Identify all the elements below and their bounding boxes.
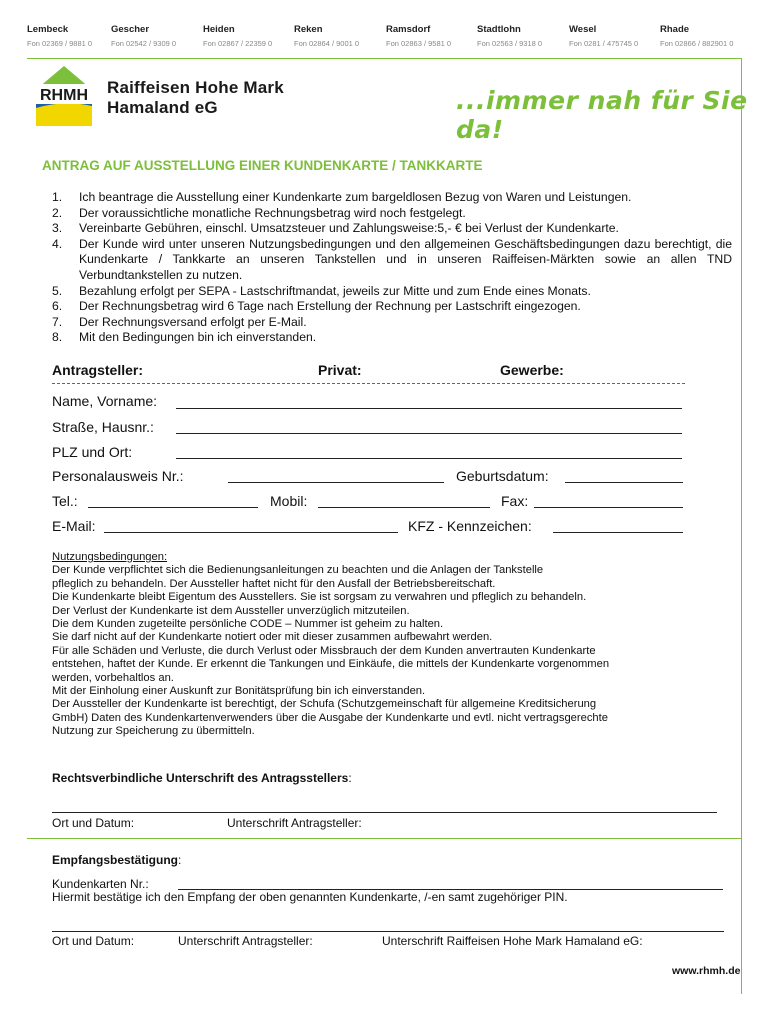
receipt-place-date-label: Ort und Datum: — [52, 934, 135, 948]
footer-url[interactable]: www.rhmh.de — [672, 965, 741, 977]
usage-line: Für alle Schäden und Verluste, die durch Verlust oder Missbrauch der dem Kunden anvertrauten Kundenkarte — [52, 644, 596, 657]
receipt-applicant-signature-label: Unterschrift Antragsteller: — [178, 934, 313, 948]
list-item: 5. Bezahlung erfolgt per SEPA - Lastschriftmandat, jeweils zur Mitte und zum Ende eines Monats. — [52, 283, 591, 298]
usage-line: Nutzung zur Speicherung zu übermitteln. — [52, 725, 255, 738]
fax-label: Fax: — [501, 493, 529, 509]
branch-name: Stadtlohn — [477, 24, 521, 35]
terms-list — [52, 190, 732, 346]
privat-label: Privat: — [318, 362, 362, 378]
signature-line[interactable] — [52, 812, 717, 813]
id-field[interactable] — [228, 482, 444, 483]
usage-line: Die dem Kunden zugeteilte persönliche CODE – Nummer ist geheim zu halten. — [52, 618, 444, 631]
usage-line: Sie darf nicht auf der Kundenkarte notiert oder mit dieser zusammen aufbewahrt werden. — [52, 631, 493, 644]
rhmh-logo — [28, 60, 100, 132]
signature-heading: Rechtsverbindliche Unterschrift des Antragsstellers: — [52, 771, 352, 785]
company-name — [107, 78, 284, 118]
branch-name: Wesel — [569, 24, 597, 35]
usage-line: GmbH) Daten des Kundenkartenverwenders über die Ausgabe der Kundenkarte und evtl. nicht vertragsgerechte — [52, 711, 608, 724]
email-label: E-Mail: — [52, 518, 96, 534]
name-field[interactable] — [176, 408, 682, 409]
street-field[interactable] — [176, 433, 682, 434]
branch-name: Heiden — [203, 24, 235, 35]
street-label: Straße, Hausnr.: — [52, 419, 154, 435]
slogan: ...immer nah für Sie da! — [456, 86, 748, 144]
branch-phone: Fon 02369 / 9881 0 — [27, 39, 93, 48]
usage-line: Der Verlust der Kundenkarte ist dem Aussteller unverzüglich mitzuteilen. — [52, 604, 410, 617]
branch-phone: Fon 02563 / 9318 0 — [477, 39, 543, 48]
birth-label: Geburtsdatum: — [456, 468, 549, 484]
usage-line: Die Kundenkarte bleibt Eigentum des Ausstellers. Sie ist sorgsam zu verwahren und pfleglich zu behandeln. — [52, 591, 587, 604]
applicant-signature-label: Unterschrift Antragsteller: — [227, 816, 362, 830]
list-item: 8. Mit den Bedingungen bin ich einverstanden. — [52, 330, 317, 345]
usage-line: Der Aussteller der Kundenkarte ist berechtigt, der Schufa (Schutzgemeinschaft für allgemeine Kreditsicherung — [52, 698, 597, 711]
branch-name: Reken — [294, 24, 323, 35]
branch-name: Rhade — [660, 24, 690, 35]
branch-name: Lembeck — [27, 24, 69, 35]
id-label: Personalausweis Nr.: — [52, 468, 184, 484]
branch-heiden — [203, 24, 298, 48]
branch-list — [27, 24, 747, 54]
branch-name: Ramsdorf — [386, 24, 431, 35]
dotted-divider — [52, 383, 685, 384]
branch-lembeck — [27, 24, 122, 48]
logo-text: RHMH — [40, 87, 88, 104]
mobil-label: Mobil: — [270, 493, 308, 509]
list-item: 7. Der Rechnungsversand erfolgt per E-Mail. — [52, 314, 307, 329]
branch-stadtlohn — [477, 24, 572, 48]
company-line1: Raiffeisen Hohe Mark — [107, 78, 284, 97]
branch-wesel — [569, 24, 664, 48]
usage-line: Mit der Einholung einer Auskunft zur Bonitätsprüfung bin ich einverstanden. — [52, 685, 426, 698]
usage-heading: Nutzungsbedingungen: — [52, 551, 168, 563]
receipt-confirm-text: Hiermit bestätige ich den Empfang der oben genannten Kundenkarte, /-en samt zugehöriger PIN. — [52, 890, 568, 904]
branch-reken — [294, 24, 389, 48]
branch-phone: Fon 02864 / 9001 0 — [294, 39, 360, 48]
usage-line: werden, vorbehaltlos an. — [52, 671, 174, 684]
plz-label: PLZ und Ort: — [52, 444, 133, 460]
kfz-label: KFZ - Kennzeichen: — [408, 518, 532, 534]
kfz-field[interactable] — [553, 532, 683, 533]
right-border — [741, 58, 742, 994]
branch-gescher — [111, 24, 206, 48]
birth-field[interactable] — [565, 482, 683, 483]
card-number-label: Kundenkarten Nr.: — [52, 877, 149, 891]
usage-terms — [52, 551, 742, 739]
list-item: 6. Der Rechnungsbetrag wird 6 Tage nach Erstellung der Rechnung per Lastschrift eingezogen. — [52, 299, 581, 314]
header-divider — [27, 58, 742, 59]
mobil-field[interactable] — [318, 507, 490, 508]
list-item: 3. Vereinbarte Gebühren, einschl. Umsatzsteuer und Zahlungsweise:5,- € bei Verlust der Kundenkarte. — [52, 221, 619, 236]
list-item: 4. Der Kunde wird unter unseren Nutzungsbedingungen und den allgemeinen Geschäftsbedingungen dazu berechtigt, die Kundenkarte / Tankkarte an unseren Tankstellen und in unseren Raiffeisen-Märkten sowie an allen TND Verbundtankstellen zu nutzen. — [52, 236, 732, 282]
email-field[interactable] — [104, 532, 398, 533]
branch-ramsdorf — [386, 24, 481, 48]
tel-label: Tel.: — [52, 493, 78, 509]
section-divider — [27, 838, 742, 839]
usage-line: entstehen, haftet der Kunde. Er erkennt die Tankungen und Einkäufe, die mittels der Kundenkarte vorgenommen — [52, 658, 610, 671]
plz-field[interactable] — [176, 458, 682, 459]
tel-field[interactable] — [88, 507, 258, 508]
receipt-heading: Empfangsbestätigung: — [52, 853, 182, 867]
page-title: ANTRAG AUF AUSSTELLUNG EINER KUNDENKARTE / TANKKARTE — [42, 158, 483, 173]
usage-line: Der Kunde verpflichtet sich die Bedienungsanleitungen zu beachten und die Anlagen der Tankstelle — [52, 564, 544, 577]
name-label: Name, Vorname: — [52, 393, 158, 409]
usage-line: pfleglich zu behandeln. Der Aussteller haftet nicht für den Ausfall der Betriebsbereitschaft. — [52, 577, 496, 590]
branch-phone: Fon 02866 / 882901 0 — [660, 39, 734, 48]
list-item: 1. Ich beantrage die Ausstellung einer Kundenkarte zum bargeldlosen Bezug von Waren und Leistungen. — [52, 190, 632, 204]
company-line2: Hamaland eG — [107, 98, 218, 117]
branch-phone: Fon 0281 / 475745 0 — [569, 39, 639, 48]
receipt-company-signature-label: Unterschrift Raiffeisen Hohe Mark Hamaland eG: — [382, 934, 643, 948]
place-date-label: Ort und Datum: — [52, 816, 135, 830]
fax-field[interactable] — [534, 507, 683, 508]
branch-phone: Fon 02867 / 22359 0 — [203, 39, 273, 48]
list-item: 2. Der voraussichtliche monatliche Rechnungsbetrag wird noch festgelegt. — [52, 205, 466, 220]
gewerbe-label: Gewerbe: — [500, 362, 564, 378]
branch-phone: Fon 02863 / 9581 0 — [386, 39, 452, 48]
branch-name: Gescher — [111, 24, 150, 35]
branch-rhade — [660, 24, 755, 48]
applicant-heading: Antragsteller: — [52, 362, 144, 378]
receipt-signature-line[interactable] — [52, 931, 724, 932]
branch-phone: Fon 02542 / 9309 0 — [111, 39, 177, 48]
